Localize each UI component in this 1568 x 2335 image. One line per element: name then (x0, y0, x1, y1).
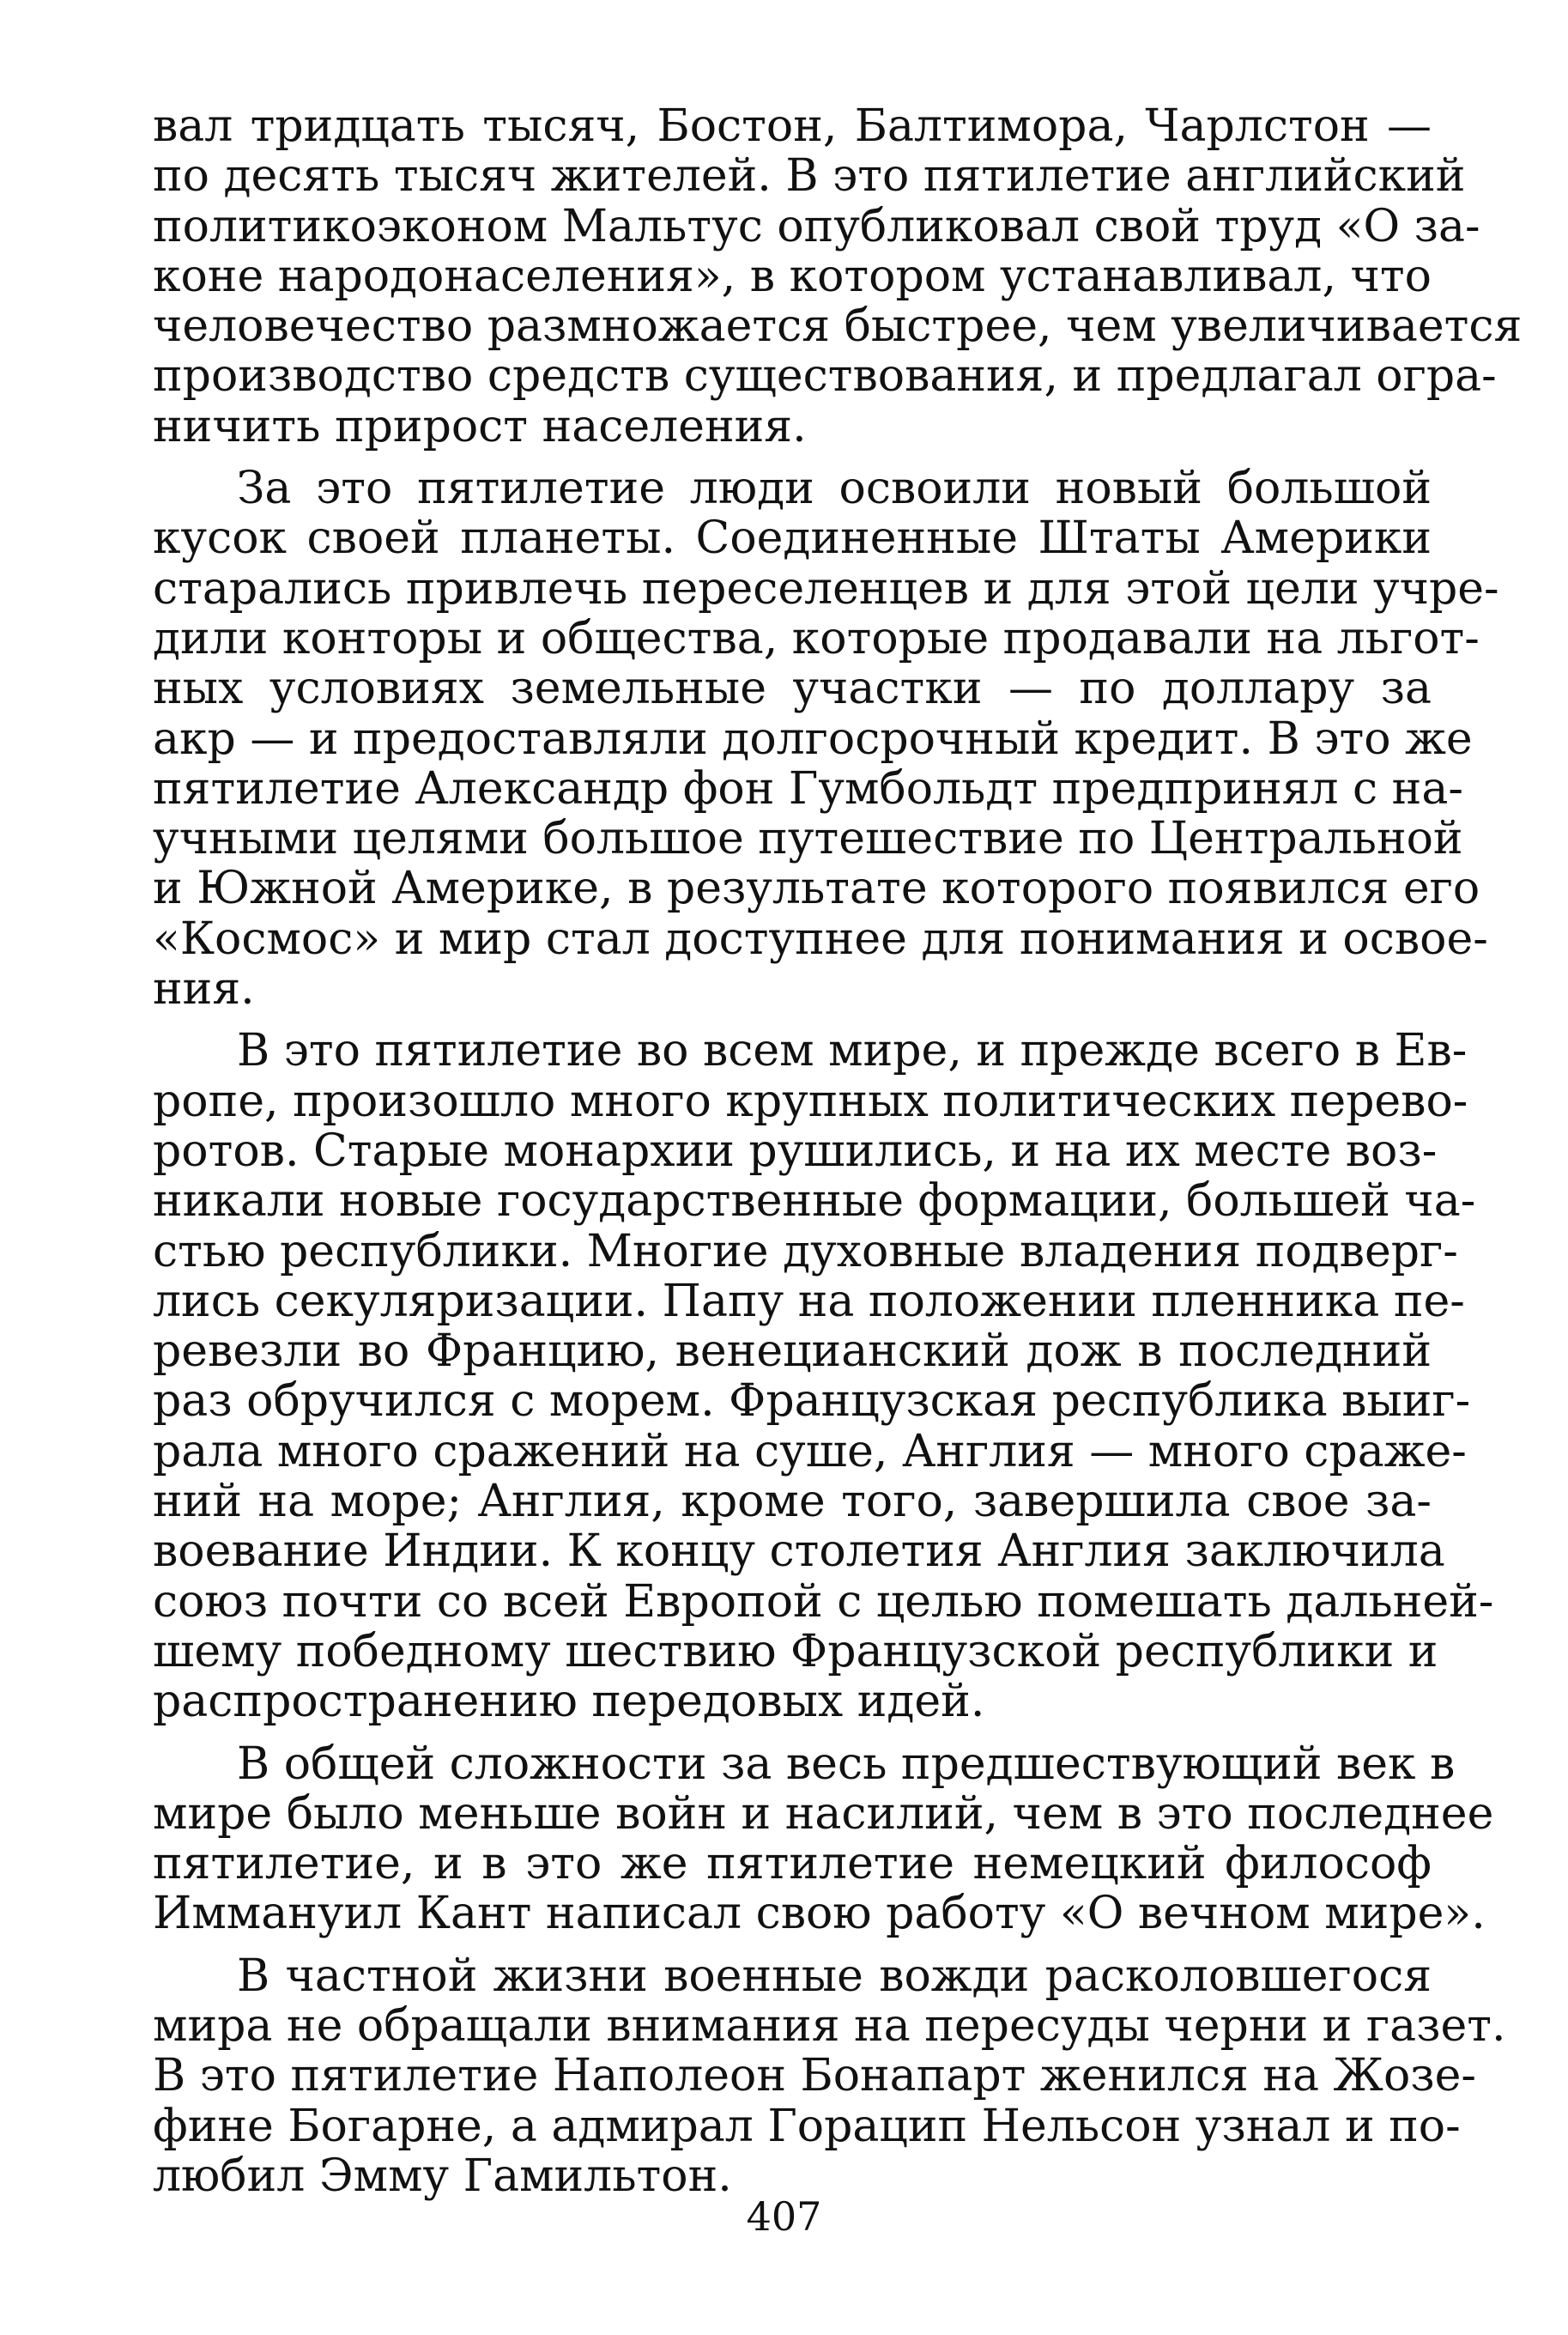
text-line: фине Богарне, а адмирал Горацип Нельсон узнал и по- (153, 2100, 1461, 2152)
paragraph-3 (153, 1025, 1494, 1728)
text-line: лись секуляризации. Папу на положении пленника пе- (153, 1275, 1465, 1327)
text-line: стью республики. Многие духовные владения подверг- (153, 1225, 1458, 1277)
text-line: старались привлечь переселенцев и для этой цели учре- (153, 562, 1499, 615)
text-line: коне народонаселения», в котором устанавливал, что (153, 250, 1432, 302)
text-line: рала много сражений на суше, Англия — много сраже- (153, 1425, 1467, 1477)
text-line: раз обручился с морем. Французская республика выиг- (153, 1375, 1471, 1428)
text-line: любил Эмму Гамильтон. (153, 2150, 732, 2202)
text-line: «Космос» и мир стал доступнее для понимания и освое- (153, 913, 1488, 965)
paragraph-2 (153, 463, 1499, 1016)
page-number: 407 (746, 2193, 822, 2240)
text-line: ничить прирост населения. (153, 400, 807, 452)
text-line: вал тридцать тысяч, Бостон, Балтимора, Чарлстон — (153, 100, 1432, 152)
text-line: воевание Индии. К концу столетия Англия заключила (153, 1525, 1445, 1578)
text-line: В частной жизни военные вожди расколовшегося (237, 1950, 1432, 2002)
text-line: ропе, произошло много крупных политических перево- (153, 1075, 1468, 1127)
text-line: учными целями большое путешествие по Центральной (153, 813, 1463, 865)
text-line: акр — и предоставляли долгосрочный кредит. В это же (153, 713, 1473, 765)
text-line: мира не обращали внимания на пересуды черни и газет. (153, 1999, 1506, 2052)
text-line: За это пятилетие люди освоили новый большой (237, 463, 1432, 515)
text-line: ротов. Старые монархии рушились, и на их месте воз- (153, 1125, 1438, 1177)
text-line: В это пятилетие Наполеон Бонапарт женился на Жозе- (153, 2050, 1476, 2102)
text-line: ний на море; Англия, кроме того, завершила свое за- (153, 1476, 1432, 1528)
text-line: В это пятилетие во всем мире, и прежде всего в Ев- (237, 1025, 1468, 1077)
text-line: ных условиях земельные участки — по доллару за (153, 663, 1432, 715)
text-line: союз почти со всей Европой с целью помешать дальней- (153, 1575, 1494, 1628)
text-line: ревезли во Францию, венецианский дож в последний (153, 1325, 1432, 1378)
text-line: пятилетие, и в это же пятилетие немецкий философ (153, 1838, 1432, 1890)
text-line: человечество размножается быстрее, чем увеличивается (153, 300, 1523, 353)
text-line: пятилетие Александр фон Гумбольдт предпринял с на- (153, 762, 1463, 815)
text-line: распространению передовых идей. (153, 1676, 985, 1728)
text-line: и Южной Америке, в результате которого появился его (153, 863, 1480, 915)
text-line: никали новые государственные формации, большей ча- (153, 1175, 1476, 1228)
text-line: дили конторы и общества, которые продавали на льгот- (153, 612, 1480, 664)
paragraph-5 (153, 1950, 1506, 2202)
text-line: производство средств существования, и предлагал огра- (153, 350, 1497, 403)
text-line: В общей сложности за весь предшествующий век в (237, 1738, 1456, 1790)
text-line: политикоэконом Мальтус опубликовал свой труд «О за- (153, 200, 1480, 252)
text-line: кусок своей планеты. Соединенные Штаты Америки (153, 512, 1432, 565)
text-line: ния. (153, 963, 255, 1016)
paragraph-1 (153, 100, 1523, 452)
text-line: Иммануил Кант написал свою работу «О вечном мире». (153, 1888, 1486, 1940)
paragraph-4 (153, 1738, 1494, 1940)
text-line: по десять тысяч жителей. В это пятилетие английский (153, 150, 1466, 203)
text-line: шему победному шествию Французской республики и (153, 1625, 1438, 1677)
text-line: мире было меньше войн и насилий, чем в это последнее (153, 1787, 1494, 1840)
page-text (153, 100, 1523, 2213)
